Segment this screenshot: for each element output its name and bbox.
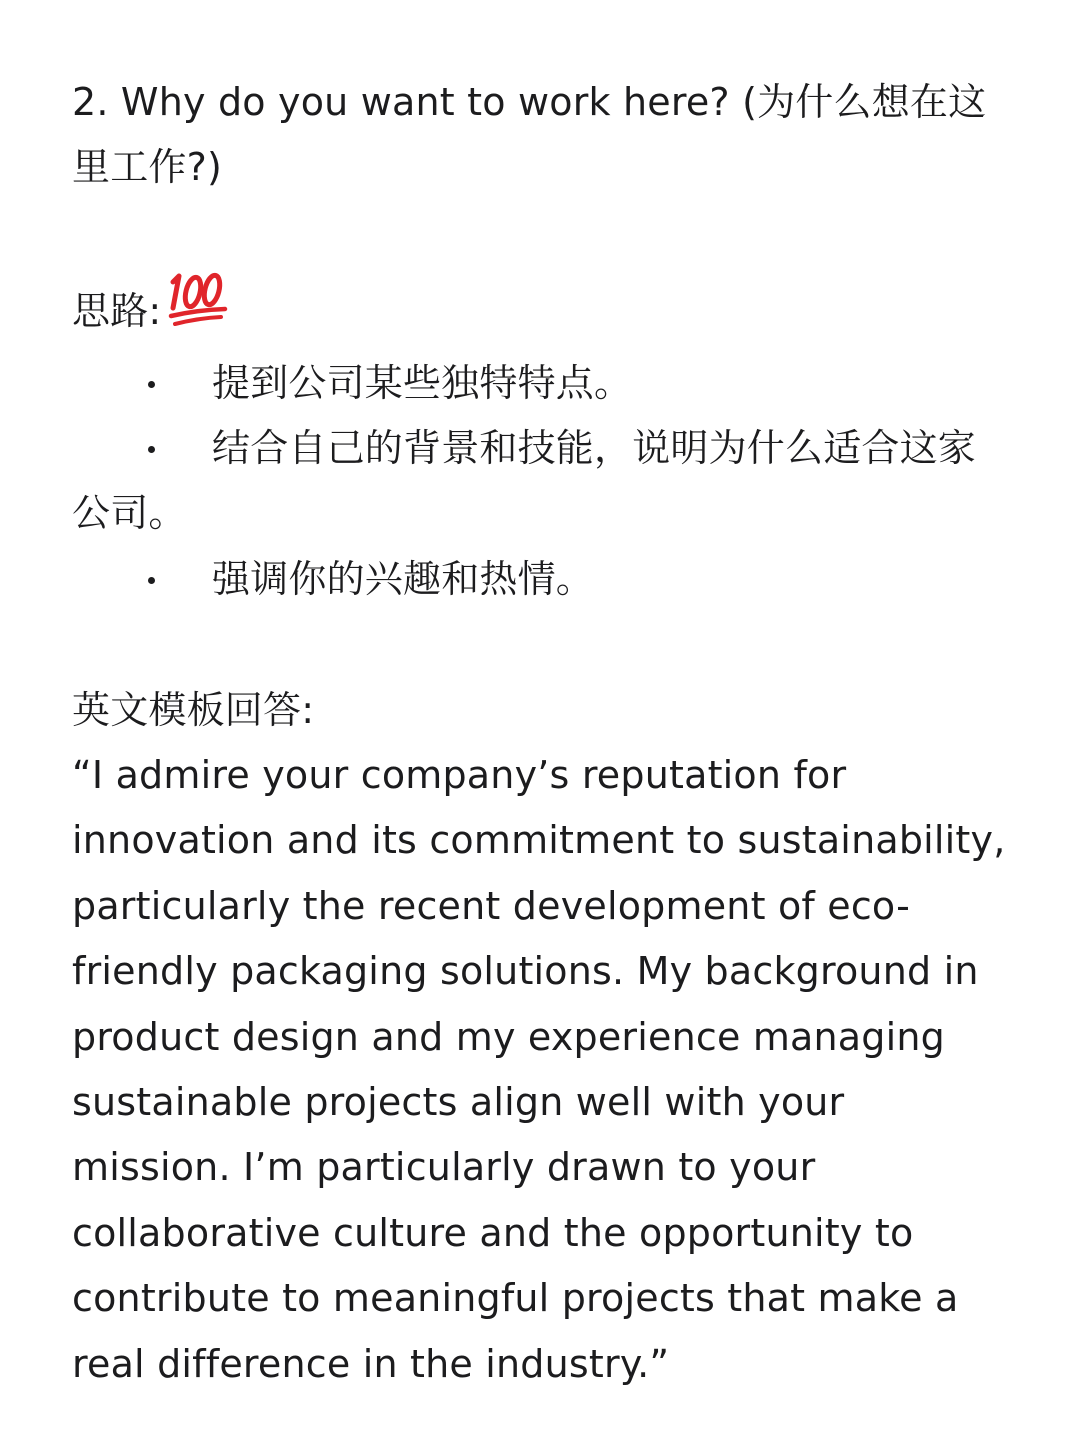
note-content bbox=[72, 70, 1012, 1397]
list-item-text: 提到公司某些独特特点。 bbox=[212, 360, 633, 405]
approach-heading bbox=[72, 266, 1012, 350]
approach-list bbox=[72, 351, 1012, 613]
bullet-dot bbox=[148, 446, 155, 453]
list-item-text: 结合自己的背景和技能，说明为什么适合这家公司。 bbox=[72, 426, 977, 536]
list-item bbox=[72, 547, 1012, 612]
list-item bbox=[72, 351, 1012, 416]
list-item-text: 强调你的兴趣和热情。 bbox=[212, 556, 595, 601]
list-item bbox=[72, 416, 1012, 547]
template-heading: 英文模板回答: bbox=[72, 687, 315, 732]
blank-line bbox=[72, 201, 1012, 266]
hundred-points-icon bbox=[167, 266, 229, 350]
approach-label: 思路: bbox=[72, 289, 162, 334]
question-heading: 2. Why do you want to work here? (为什么想在这里工作?) bbox=[72, 80, 987, 190]
bullet-dot bbox=[148, 381, 155, 388]
template-answer: “I admire your company’s reputation for innovation and its commitment to sustainability, particularly the recent development of eco-friendly packaging solutions. My background in product design and my experience managing sustainable projects align well with your mission. I’m particularly drawn to your collaborative culture and the opportunity to contribute to meaningful projects that make a real difference in the industry.” bbox=[72, 753, 1006, 1386]
blank-line bbox=[72, 612, 1012, 677]
bullet-dot bbox=[148, 577, 155, 584]
